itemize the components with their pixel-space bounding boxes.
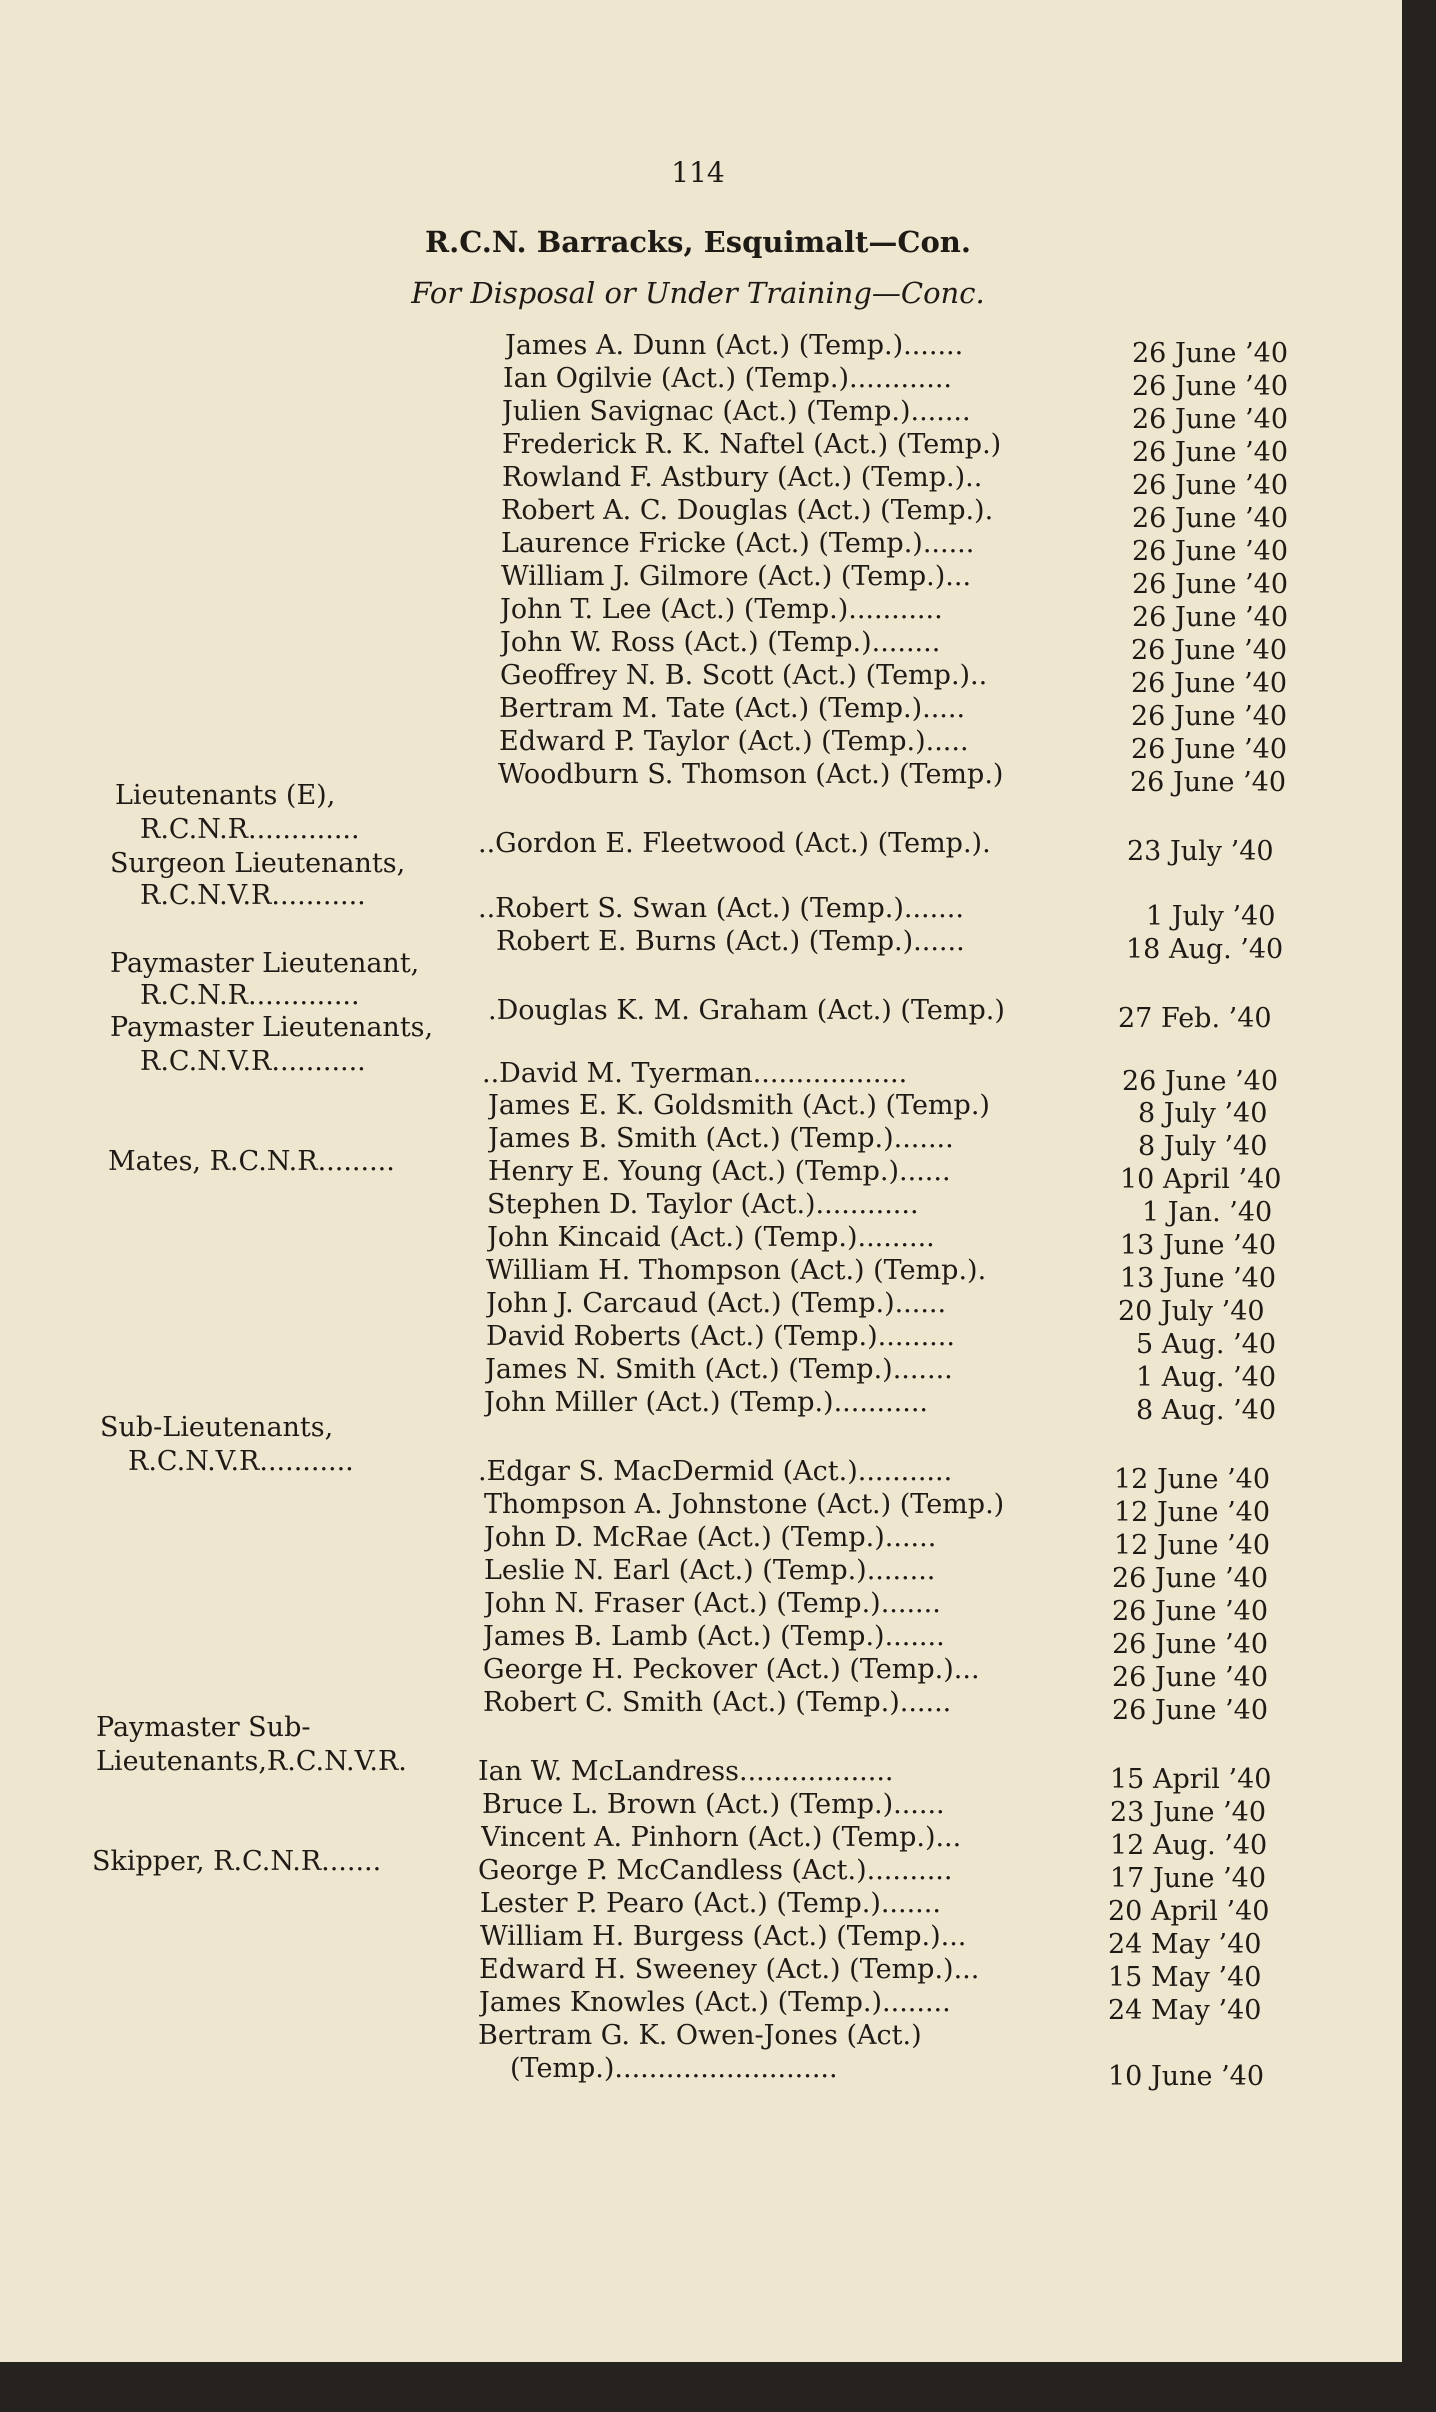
entry-date: 20 July ’40: [1118, 1296, 1265, 1327]
rank-label: R.C.N.V.R...........: [140, 1046, 366, 1077]
entry-date: 8 July ’40: [1138, 1131, 1268, 1162]
entry-date: 20 April ’40: [1108, 1896, 1270, 1927]
entry-date: 10 June ’40: [1108, 2061, 1265, 2092]
scan-edge-bottom: [0, 2362, 1436, 2412]
entry-date: 26 June ’40: [1131, 734, 1288, 765]
rank-label: R.C.N.V.R...........: [140, 880, 366, 911]
entry-name: Leslie N. Earl (Act.) (Temp.)........: [484, 1555, 936, 1586]
entry-name: (Temp.)..........................: [510, 2053, 838, 2084]
entry-name: James B. Lamb (Act.) (Temp.).......: [483, 1621, 945, 1652]
entry-name: John T. Lee (Act.) (Temp.)...........: [500, 594, 943, 625]
entry-name: Ian W. McLandress..................: [478, 1756, 894, 1787]
entry-date: 26 June ’40: [1132, 404, 1289, 435]
entry-name: James N. Smith (Act.) (Temp.).......: [485, 1354, 953, 1385]
entry-date: 12 June ’40: [1114, 1530, 1271, 1561]
rank-label: Paymaster Sub-: [96, 1712, 311, 1743]
entry-name: John N. Fraser (Act.) (Temp.).......: [484, 1588, 941, 1619]
entry-date: 5 Aug. ’40: [1136, 1329, 1277, 1360]
rank-label: R.C.N.V.R...........: [128, 1446, 354, 1477]
entry-name: James A. Dunn (Act.) (Temp.).......: [505, 330, 964, 361]
entry-name: Robert A. C. Douglas (Act.) (Temp.).: [501, 495, 994, 526]
entry-date: 26 June ’40: [1131, 668, 1288, 699]
entry-date: 24 May ’40: [1108, 1995, 1262, 2026]
entry-name: John Kincaid (Act.) (Temp.).........: [487, 1222, 935, 1253]
entry-date: 26 June ’40: [1112, 1662, 1269, 1693]
entry-name: Woodburn S. Thomson (Act.) (Temp.): [498, 759, 1004, 790]
rank-label: Surgeon Lieutenants,: [110, 848, 406, 879]
entry-name: Stephen D. Taylor (Act.)............: [487, 1189, 919, 1220]
entry-date: 18 Aug. ’40: [1126, 934, 1284, 965]
entry-name: William J. Gilmore (Act.) (Temp.)...: [501, 561, 972, 592]
rank-label: R.C.N.R.............: [140, 980, 360, 1011]
entry-date: 26 June ’40: [1112, 1563, 1269, 1594]
page-title: R.C.N. Barracks, Esquimalt—Con.: [425, 225, 971, 259]
entry-name: John Miller (Act.) (Temp.)...........: [484, 1387, 928, 1418]
entry-name: Bruce L. Brown (Act.) (Temp.)......: [482, 1789, 945, 1820]
entry-date: 12 Aug. ’40: [1110, 1830, 1268, 1861]
rank-label: Paymaster Lieutenant,: [110, 948, 420, 979]
entry-date: 26 June ’40: [1132, 470, 1289, 501]
rank-label: Skipper, R.C.N.R.......: [92, 1846, 382, 1877]
entry-date: 12 June ’40: [1114, 1464, 1271, 1495]
entry-name: .Edgar S. MacDermid (Act.)...........: [478, 1456, 953, 1487]
entry-name: Frederick R. K. Naftel (Act.) (Temp.): [502, 429, 1002, 460]
entry-name: .Douglas K. M. Graham (Act.) (Temp.): [488, 995, 1005, 1026]
entry-date: 1 Aug. ’40: [1136, 1362, 1277, 1393]
entry-name: Bertram M. Tate (Act.) (Temp.).....: [499, 693, 966, 724]
entry-name: ..David M. Tyerman..................: [482, 1058, 908, 1089]
entry-date: 8 July ’40: [1138, 1098, 1268, 1129]
entry-name: Robert E. Burns (Act.) (Temp.)......: [496, 926, 965, 957]
entry-name: John J. Carcaud (Act.) (Temp.)......: [486, 1288, 947, 1319]
entry-date: 26 June ’40: [1132, 536, 1289, 567]
entry-name: James B. Smith (Act.) (Temp.).......: [488, 1123, 954, 1154]
entry-name: George H. Peckover (Act.) (Temp.)...: [483, 1654, 980, 1685]
scan-edge-right: [1402, 0, 1436, 2412]
entry-date: 10 April ’40: [1120, 1164, 1282, 1195]
entry-name: ..Gordon E. Fleetwood (Act.) (Temp.).: [478, 828, 991, 859]
rank-label: Lieutenants,R.C.N.V.R.: [96, 1746, 407, 1777]
entry-date: 15 April ’40: [1110, 1764, 1272, 1795]
entry-name: John W. Ross (Act.) (Temp.)........: [500, 627, 941, 658]
rank-label: Paymaster Lieutenants,: [110, 1012, 434, 1043]
entry-name: Geoffrey N. B. Scott (Act.) (Temp.)..: [500, 660, 988, 691]
entry-name: Thompson A. Johnstone (Act.) (Temp.): [484, 1489, 1005, 1520]
entry-name: Robert C. Smith (Act.) (Temp.)......: [483, 1687, 952, 1718]
entry-name: William H. Thompson (Act.) (Temp.).: [486, 1255, 987, 1286]
rank-label: R.C.N.R.............: [140, 814, 360, 845]
entry-name: Bertram G. K. Owen-Jones (Act.): [478, 2020, 922, 2051]
entry-date: 26 June ’40: [1131, 635, 1288, 666]
entry-date: 23 June ’40: [1110, 1797, 1267, 1828]
entry-date: 13 June ’40: [1120, 1230, 1277, 1261]
entry-name: Laurence Fricke (Act.) (Temp.)......: [501, 528, 975, 559]
entry-date: 26 June ’40: [1131, 701, 1288, 732]
entry-name: James Knowles (Act.) (Temp.)........: [479, 1987, 951, 2018]
entry-date: 27 Feb. ’40: [1118, 1003, 1272, 1034]
entry-name: Vincent A. Pinhorn (Act.) (Temp.)...: [481, 1822, 962, 1853]
entry-date: 26 June ’40: [1132, 503, 1289, 534]
entry-name: Edward H. Sweeney (Act.) (Temp.)...: [479, 1954, 980, 1985]
entry-date: 12 June ’40: [1114, 1497, 1271, 1528]
entry-date: 1 July ’40: [1146, 901, 1276, 932]
entry-date: 15 May ’40: [1108, 1962, 1262, 1993]
entry-date: 26 June ’40: [1112, 1695, 1269, 1726]
entry-date: 24 May ’40: [1108, 1929, 1262, 1960]
entry-name: Lester P. Pearo (Act.) (Temp.).......: [480, 1888, 941, 1919]
entry-name: Henry E. Young (Act.) (Temp.)......: [488, 1156, 951, 1187]
entry-date: 26 June ’40: [1132, 371, 1289, 402]
entry-date: 26 June ’40: [1130, 767, 1287, 798]
entry-name: James E. K. Goldsmith (Act.) (Temp.): [488, 1090, 990, 1121]
entry-date: 26 June ’40: [1112, 1596, 1269, 1627]
entry-date: 26 June ’40: [1122, 1066, 1279, 1097]
entry-name: Ian Ogilvie (Act.) (Temp.)............: [503, 363, 952, 394]
entry-name: Rowland F. Astbury (Act.) (Temp.)..: [502, 462, 983, 493]
entry-name: Edward P. Taylor (Act.) (Temp.).....: [499, 726, 969, 757]
entry-name: ..Robert S. Swan (Act.) (Temp.).......: [478, 893, 964, 924]
page-subtitle: For Disposal or Under Training—Conc.: [411, 276, 985, 310]
entry-date: 26 June ’40: [1132, 338, 1289, 369]
entry-date: 26 June ’40: [1112, 1629, 1269, 1660]
entry-name: George P. McCandless (Act.)..........: [478, 1855, 953, 1886]
rank-label: Mates, R.C.N.R.........: [108, 1146, 395, 1177]
rank-label: Sub-Lieutenants,: [100, 1412, 334, 1443]
entry-date: 26 June ’40: [1132, 437, 1289, 468]
rank-label: Lieutenants (E),: [115, 780, 336, 811]
entry-date: 13 June ’40: [1120, 1263, 1277, 1294]
page-number: 114: [671, 156, 725, 189]
entry-date: 23 July ’40: [1127, 836, 1274, 867]
entry-date: 8 Aug. ’40: [1136, 1395, 1277, 1426]
entry-name: Julien Savignac (Act.) (Temp.).......: [502, 396, 971, 427]
entry-date: 26 June ’40: [1132, 569, 1289, 600]
entry-name: John D. McRae (Act.) (Temp.)......: [484, 1522, 937, 1553]
entry-date: 17 June ’40: [1110, 1863, 1267, 1894]
entry-date: 26 June ’40: [1132, 602, 1289, 633]
entry-name: William H. Burgess (Act.) (Temp.)...: [480, 1921, 967, 1952]
entry-name: David Roberts (Act.) (Temp.).........: [486, 1321, 955, 1352]
entry-date: 1 Jan. ’40: [1142, 1197, 1273, 1228]
